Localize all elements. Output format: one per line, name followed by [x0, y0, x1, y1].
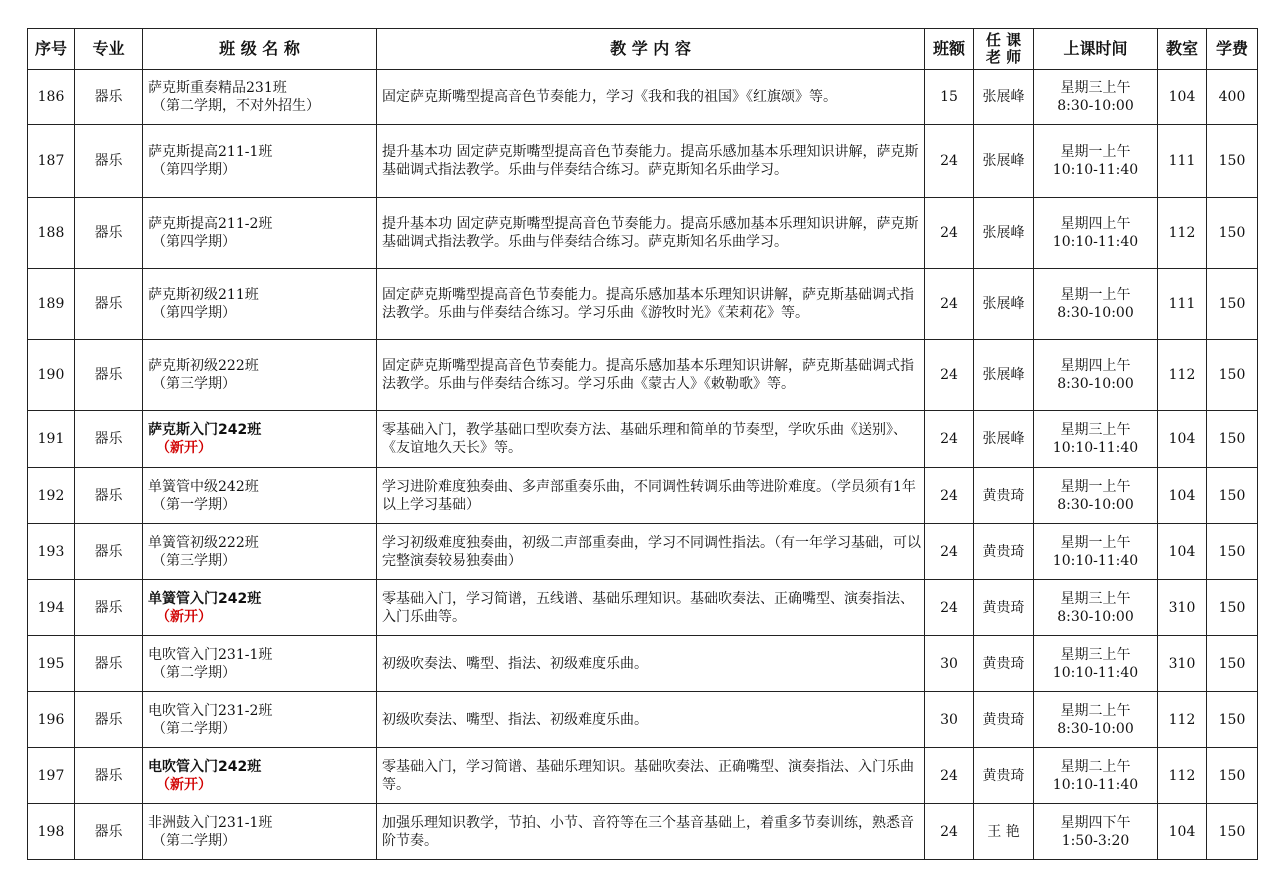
cell-major: 器乐 [75, 198, 143, 269]
class-term: （第二学期） [152, 832, 236, 849]
class-name: 电吹管入门231-2班 [148, 702, 273, 719]
cell-content: 学习初级难度独奏曲，初级二声部重奏曲，学习不同调性指法。（有一年学习基础，可以完整演奏较易独奏曲） [377, 524, 925, 580]
cell-time [1034, 340, 1158, 411]
time-range: 10:10-11:40 [1052, 162, 1139, 178]
cell-major: 器乐 [75, 411, 143, 468]
cell-quota: 24 [925, 411, 974, 468]
time-range: 1:50-3:20 [1061, 832, 1130, 849]
cell-room: 111 [1158, 269, 1207, 340]
cell-major: 器乐 [75, 804, 143, 860]
cell-content: 固定萨克斯嘴型提高音色节奏能力。提高乐感加基本乐理知识讲解，萨克斯基础调式指法教学。乐曲与伴奏结合练习。学习乐曲《游牧时光》《茉莉花》等。 [377, 269, 925, 340]
cell-fee: 150 [1207, 524, 1258, 580]
cell-quota: 24 [925, 340, 974, 411]
time-range: 10:10-11:40 [1052, 552, 1139, 569]
cell-content: 学习进阶难度独奏曲、多声部重奏乐曲，不同调性转调乐曲等进阶难度。（学员须有1年以上学习基础） [377, 468, 925, 524]
time-range: 10:10-11:40 [1052, 776, 1139, 793]
cell-class [143, 804, 377, 860]
cell-seq: 198 [28, 804, 75, 860]
class-term: （第二学期） [152, 720, 236, 737]
cell-teacher: 黄贵琦 [974, 468, 1034, 524]
table-row [28, 580, 1258, 636]
class-name: 萨克斯初级211班 [148, 287, 259, 303]
cell-major: 器乐 [75, 70, 143, 125]
time-day: 星期四上午 [1060, 216, 1131, 232]
class-term: （第四学期） [152, 162, 236, 178]
cell-time [1034, 198, 1158, 269]
cell-fee: 150 [1207, 269, 1258, 340]
class-term: （第一学期） [152, 496, 236, 513]
cell-teacher: 黄贵琦 [974, 692, 1034, 748]
cell-room: 104 [1158, 70, 1207, 125]
cell-fee: 150 [1207, 804, 1258, 860]
cell-room: 310 [1158, 580, 1207, 636]
cell-quota: 30 [925, 692, 974, 748]
header-fee: 学费 [1207, 29, 1258, 70]
cell-content: 零基础入门，学习简谱，五线谱、基础乐理知识。基础吹奏法、正确嘴型、演奏指法、入门乐曲等。 [377, 580, 925, 636]
class-name: 电吹管入门242班 [148, 758, 262, 775]
cell-class [143, 340, 377, 411]
cell-class [143, 580, 377, 636]
table-row [28, 198, 1258, 269]
table-row [28, 125, 1258, 198]
header-teacher-line1: 任 课 [985, 31, 1022, 49]
cell-time [1034, 70, 1158, 125]
header-class-name: 班 级 名 称 [143, 29, 377, 70]
header-teacher-line2: 老 师 [985, 48, 1022, 66]
cell-content: 固定萨克斯嘴型提高音色节奏能力，学习《我和我的祖国》《红旗颂》等。 [377, 70, 925, 125]
cell-room: 111 [1158, 125, 1207, 198]
cell-seq: 192 [28, 468, 75, 524]
cell-room: 112 [1158, 198, 1207, 269]
cell-fee: 150 [1207, 468, 1258, 524]
time-range: 8:30-10:00 [1057, 98, 1134, 114]
cell-quota: 24 [925, 804, 974, 860]
table-row [28, 411, 1258, 468]
cell-teacher: 黄贵琦 [974, 748, 1034, 804]
cell-time [1034, 468, 1158, 524]
cell-content: 固定萨克斯嘴型提高音色节奏能力。提高乐感加基本乐理知识讲解，萨克斯基础调式指法教学。乐曲与伴奏结合练习。学习乐曲《蒙古人》《敕勒歌》等。 [377, 340, 925, 411]
cell-time [1034, 580, 1158, 636]
cell-content: 提升基本功 固定萨克斯嘴型提高音色节奏能力。提高乐感加基本乐理知识讲解，萨克斯基础调式指法教学。乐曲与伴奏结合练习。萨克斯知名乐曲学习。 [377, 198, 925, 269]
cell-quota: 30 [925, 636, 974, 692]
cell-fee: 150 [1207, 580, 1258, 636]
cell-class [143, 411, 377, 468]
time-day: 星期一上午 [1060, 144, 1131, 160]
cell-room: 104 [1158, 524, 1207, 580]
time-day: 星期三上午 [1060, 646, 1131, 663]
cell-seq: 196 [28, 692, 75, 748]
time-range: 8:30-10:00 [1057, 305, 1134, 321]
cell-class [143, 524, 377, 580]
cell-fee: 150 [1207, 411, 1258, 468]
cell-seq: 191 [28, 411, 75, 468]
cell-major: 器乐 [75, 692, 143, 748]
time-day: 星期三上午 [1060, 80, 1131, 96]
cell-teacher: 张展峰 [974, 70, 1034, 125]
class-term: （第三学期） [152, 376, 236, 392]
class-term: （第四学期） [152, 305, 236, 321]
cell-quota: 24 [925, 748, 974, 804]
class-name: 电吹管入门231-1班 [148, 646, 273, 663]
cell-class [143, 70, 377, 125]
class-name: 萨克斯重奏精品231班 [148, 80, 287, 96]
time-range: 10:10-11:40 [1052, 664, 1139, 681]
cell-room: 112 [1158, 340, 1207, 411]
cell-major: 器乐 [75, 748, 143, 804]
cell-room: 104 [1158, 804, 1207, 860]
table-row [28, 636, 1258, 692]
class-term: （第三学期） [152, 552, 236, 569]
time-day: 星期一上午 [1060, 534, 1131, 551]
cell-quota: 24 [925, 580, 974, 636]
cell-teacher: 张展峰 [974, 198, 1034, 269]
table-row [28, 468, 1258, 524]
cell-fee: 150 [1207, 748, 1258, 804]
cell-seq: 187 [28, 125, 75, 198]
cell-seq: 195 [28, 636, 75, 692]
cell-major: 器乐 [75, 580, 143, 636]
time-range: 8:30-10:00 [1057, 720, 1134, 737]
table-row [28, 269, 1258, 340]
cell-major: 器乐 [75, 269, 143, 340]
header-content: 教 学 内 容 [377, 29, 925, 70]
table-row [28, 340, 1258, 411]
cell-fee: 150 [1207, 636, 1258, 692]
cell-content: 零基础入门，教学基础口型吹奏方法、基础乐理和简单的节奏型，学吹乐曲《送别》、《友谊地久天长》等。 [377, 411, 925, 468]
header-quota: 班额 [925, 29, 974, 70]
cell-seq: 188 [28, 198, 75, 269]
cell-teacher: 张展峰 [974, 125, 1034, 198]
class-term: （第二学期） [152, 664, 236, 681]
time-day: 星期四下午 [1060, 814, 1131, 831]
cell-time [1034, 804, 1158, 860]
class-name: 萨克斯初级222班 [148, 358, 259, 374]
cell-content: 零基础入门，学习简谱、基础乐理知识。基础吹奏法、正确嘴型、演奏指法、入门乐曲等。 [377, 748, 925, 804]
cell-teacher: 张展峰 [974, 269, 1034, 340]
new-class-badge: （新开） [156, 440, 212, 456]
cell-quota: 24 [925, 198, 974, 269]
cell-seq: 189 [28, 269, 75, 340]
cell-fee: 150 [1207, 340, 1258, 411]
cell-content: 初级吹奏法、嘴型、指法、初级难度乐曲。 [377, 692, 925, 748]
cell-class [143, 125, 377, 198]
table-row [28, 524, 1258, 580]
cell-major: 器乐 [75, 125, 143, 198]
cell-time [1034, 269, 1158, 340]
cell-room: 104 [1158, 411, 1207, 468]
cell-class [143, 636, 377, 692]
header-row [28, 29, 1258, 70]
time-day: 星期三上午 [1060, 422, 1131, 438]
class-name: 非洲鼓入门231-1班 [148, 814, 273, 831]
cell-class [143, 198, 377, 269]
cell-seq: 193 [28, 524, 75, 580]
cell-fee: 150 [1207, 692, 1258, 748]
class-name: 萨克斯入门242班 [148, 422, 262, 438]
class-name: 萨克斯提高211-1班 [148, 144, 273, 160]
table-row [28, 692, 1258, 748]
cell-time [1034, 411, 1158, 468]
cell-quota: 24 [925, 125, 974, 198]
class-term: （第二学期，不对外招生） [152, 98, 320, 114]
class-name: 单簧管入门242班 [148, 590, 262, 607]
table-row [28, 70, 1258, 125]
time-day: 星期二上午 [1060, 758, 1131, 775]
cell-fee: 400 [1207, 70, 1258, 125]
cell-content: 初级吹奏法、嘴型、指法、初级难度乐曲。 [377, 636, 925, 692]
header-seq: 序号 [28, 29, 75, 70]
cell-room: 112 [1158, 748, 1207, 804]
time-range: 8:30-10:00 [1057, 608, 1134, 625]
cell-seq: 186 [28, 70, 75, 125]
cell-seq: 197 [28, 748, 75, 804]
time-day: 星期二上午 [1060, 702, 1131, 719]
header-time: 上课时间 [1034, 29, 1158, 70]
cell-content: 提升基本功 固定萨克斯嘴型提高音色节奏能力。提高乐感加基本乐理知识讲解，萨克斯基础调式指法教学。乐曲与伴奏结合练习。萨克斯知名乐曲学习。 [377, 125, 925, 198]
cell-teacher: 王 艳 [974, 804, 1034, 860]
new-class-badge: （新开） [156, 776, 212, 793]
time-day: 星期四上午 [1060, 358, 1131, 374]
cell-major: 器乐 [75, 340, 143, 411]
table-row [28, 804, 1258, 860]
cell-room: 112 [1158, 692, 1207, 748]
cell-seq: 190 [28, 340, 75, 411]
cell-class [143, 269, 377, 340]
course-schedule-table [27, 28, 1258, 860]
table-row [28, 748, 1258, 804]
cell-class [143, 748, 377, 804]
time-range: 8:30-10:00 [1057, 496, 1134, 513]
time-range: 10:10-11:40 [1052, 234, 1139, 250]
cell-time [1034, 636, 1158, 692]
cell-time [1034, 748, 1158, 804]
cell-major: 器乐 [75, 524, 143, 580]
time-range: 8:30-10:00 [1057, 376, 1134, 392]
cell-time [1034, 125, 1158, 198]
time-day: 星期一上午 [1060, 287, 1131, 303]
cell-major: 器乐 [75, 468, 143, 524]
cell-major: 器乐 [75, 636, 143, 692]
cell-room: 310 [1158, 636, 1207, 692]
cell-time [1034, 524, 1158, 580]
class-term: （第四学期） [152, 234, 236, 250]
cell-fee: 150 [1207, 125, 1258, 198]
cell-quota: 15 [925, 70, 974, 125]
cell-time [1034, 692, 1158, 748]
cell-room: 104 [1158, 468, 1207, 524]
header-teacher [974, 29, 1034, 70]
time-day: 星期一上午 [1060, 478, 1131, 495]
table-body [28, 70, 1258, 860]
header-major: 专业 [75, 29, 143, 70]
time-day: 星期三上午 [1060, 590, 1131, 607]
cell-fee: 150 [1207, 198, 1258, 269]
cell-quota: 24 [925, 468, 974, 524]
time-range: 10:10-11:40 [1052, 440, 1139, 456]
cell-teacher: 黄贵琦 [974, 524, 1034, 580]
cell-teacher: 张展峰 [974, 340, 1034, 411]
class-name: 萨克斯提高211-2班 [148, 216, 273, 232]
new-class-badge: （新开） [156, 608, 212, 625]
cell-seq: 194 [28, 580, 75, 636]
cell-teacher: 黄贵琦 [974, 636, 1034, 692]
header-room: 教室 [1158, 29, 1207, 70]
cell-class [143, 692, 377, 748]
cell-teacher: 黄贵琦 [974, 580, 1034, 636]
cell-quota: 24 [925, 524, 974, 580]
class-name: 单簧管中级242班 [148, 478, 259, 495]
class-name: 单簧管初级222班 [148, 534, 259, 551]
cell-class [143, 468, 377, 524]
cell-content: 加强乐理知识教学，节拍、小节、音符等在三个基音基础上，着重多节奏训练，熟悉音阶节奏。 [377, 804, 925, 860]
cell-teacher: 张展峰 [974, 411, 1034, 468]
cell-quota: 24 [925, 269, 974, 340]
